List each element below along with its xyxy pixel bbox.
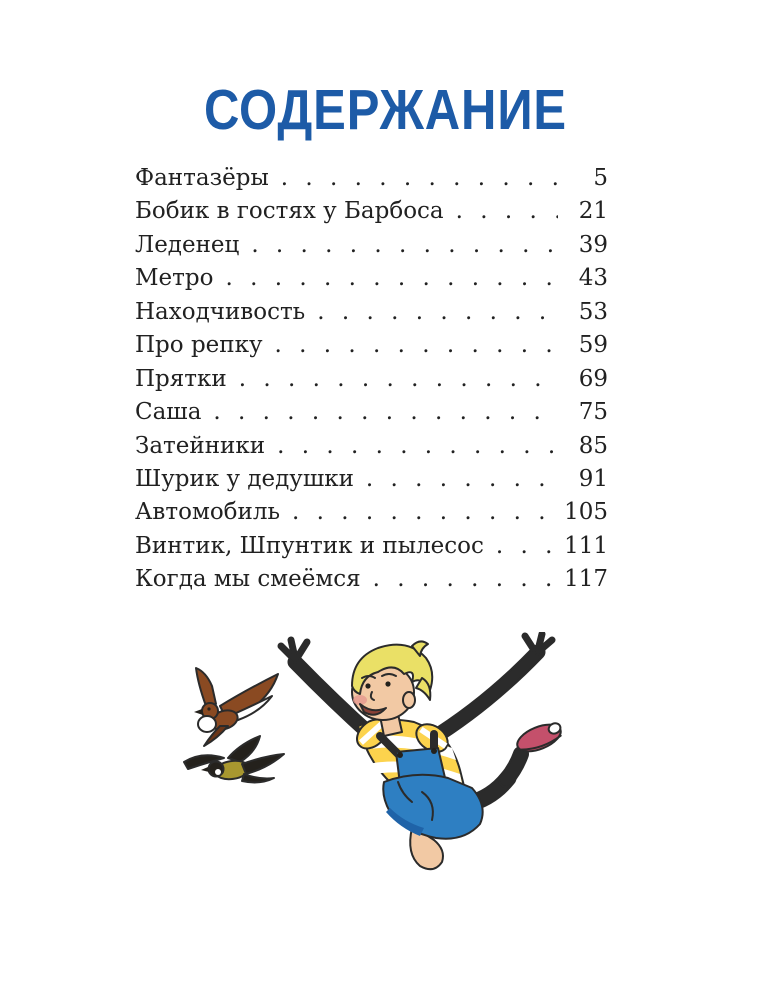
dot-leader (496, 530, 558, 563)
toc-list (135, 162, 608, 597)
toc-entry-page: 69 (578, 365, 608, 392)
toc-entry (135, 563, 608, 596)
toc-entry-page: 53 (578, 298, 608, 325)
toc-entry-title: Леденец (135, 231, 240, 258)
toc-entry-page: 105 (564, 499, 608, 526)
toc-entry-page: 85 (578, 432, 608, 459)
toc-entry-title: Автомобиль (135, 499, 280, 526)
swallow-bird-upper-icon (194, 668, 278, 746)
dot-leader (213, 396, 558, 429)
dot-leader (456, 195, 558, 228)
toc-entry-title: Саша (135, 399, 202, 426)
swallow-bird-lower-icon (184, 736, 284, 782)
toc-entry-title: Находчивость (135, 298, 306, 325)
toc-entry-title: Бобик в гостях у Барбоса (135, 198, 444, 225)
toc-entry-title: Про репку (135, 332, 263, 359)
toc-entry-page: 75 (578, 399, 608, 426)
dot-leader (281, 162, 558, 195)
toc-entry (135, 496, 608, 529)
toc-entry (135, 396, 608, 429)
toc-entry-title: Винтик, Шпунтик и пылесос (135, 532, 484, 559)
page-title: СОДЕРЖАНИЕ (204, 78, 567, 142)
toc-entry-title: Когда мы смеёмся (135, 566, 361, 593)
toc-entry (135, 262, 608, 295)
toc-entry-title: Фантазёры (135, 165, 269, 191)
toc-entry (135, 363, 608, 396)
toc-entry (135, 329, 608, 362)
toc-entry-page: 43 (578, 265, 608, 292)
dot-leader (277, 430, 558, 463)
toc-entry-page: 59 (578, 332, 608, 359)
dot-leader (292, 496, 558, 529)
toc-entry (135, 530, 608, 563)
dot-leader (366, 463, 558, 496)
dot-leader (251, 229, 558, 262)
toc-entry-page: 21 (578, 198, 608, 225)
illustration-flying-boy (176, 632, 594, 884)
dot-leader (239, 363, 558, 396)
toc-entry-title: Затейники (135, 432, 266, 459)
toc-entry (135, 162, 608, 195)
toc-entry (135, 195, 608, 228)
boy-figure (281, 634, 565, 869)
toc-entry-page: 111 (564, 532, 608, 559)
toc-entry (135, 296, 608, 329)
toc-entry-page: 5 (593, 165, 608, 191)
toc-entry (135, 430, 608, 463)
toc-entry-title: Прятки (135, 365, 227, 392)
toc-entry-title: Метро (135, 265, 214, 292)
dot-leader (317, 296, 558, 329)
toc-entry-page: 39 (578, 231, 608, 258)
dot-leader (275, 329, 558, 362)
dot-leader (225, 262, 558, 295)
toc-entry (135, 229, 608, 262)
toc-entry-title: Шурик у дедушки (135, 465, 354, 492)
dot-leader (373, 563, 558, 596)
toc-entry-page: 117 (564, 566, 608, 593)
toc-entry (135, 463, 608, 496)
toc-entry-page: 91 (578, 465, 608, 492)
